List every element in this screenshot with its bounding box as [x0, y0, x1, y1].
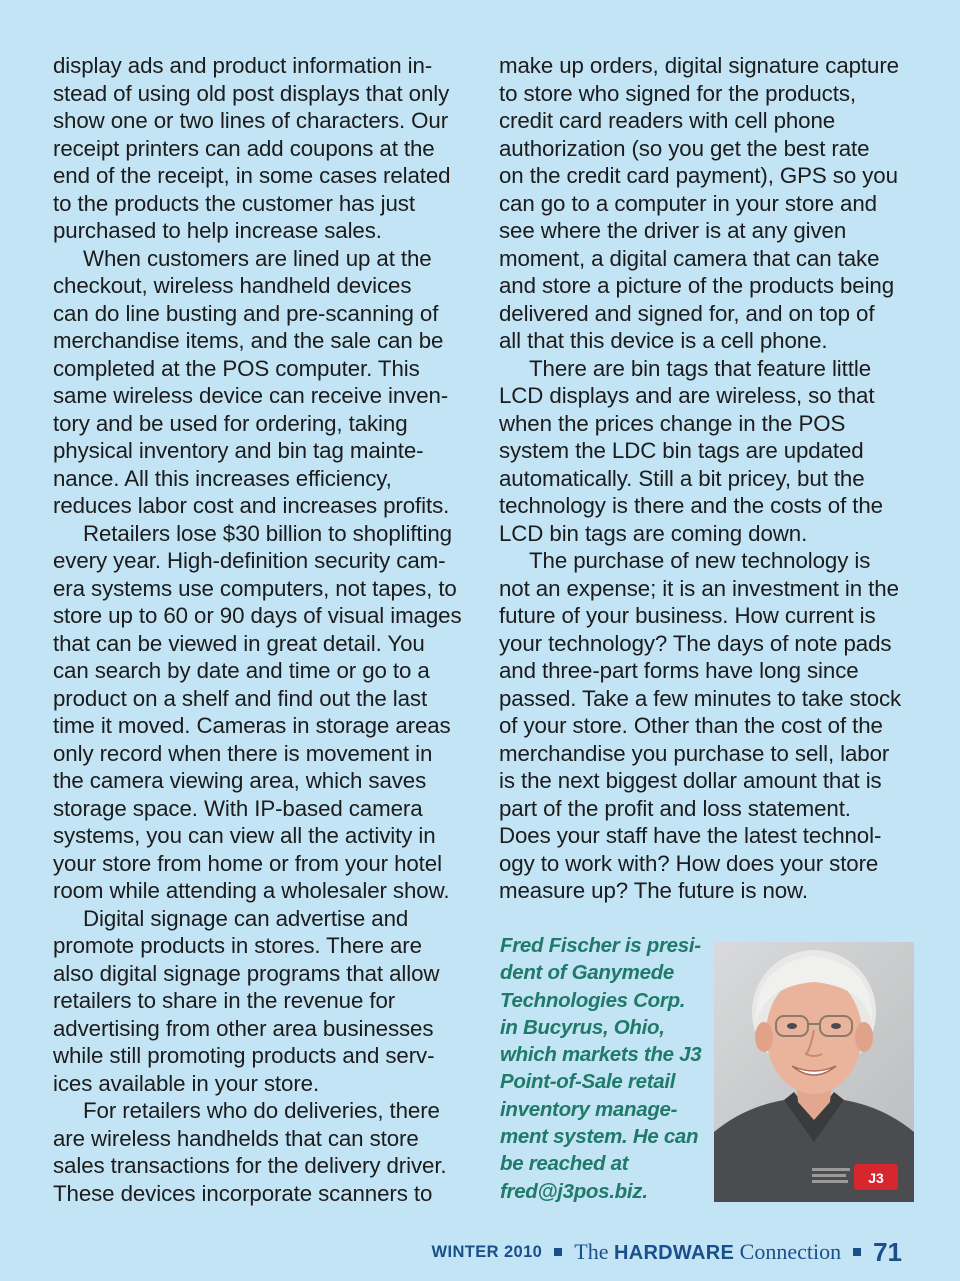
- article-line: product on a shelf and find out the last: [53, 685, 428, 711]
- article-line: all that this device is a cell phone.: [499, 328, 828, 353]
- author-bio-line: be reached at: [500, 1152, 629, 1176]
- article-line: are wireless handhelds that can store: [53, 1125, 419, 1151]
- article-line: checkout, wireless handheld devices: [53, 273, 412, 298]
- article-line: promote products in stores. There are: [53, 933, 422, 958]
- article-line: that can be viewed in great detail. You: [53, 630, 425, 656]
- article-line: delivered and signed for, and on top of: [499, 300, 875, 326]
- article-line: measure up? The future is now.: [499, 878, 808, 903]
- article-column-left: [53, 52, 473, 1207]
- article-line: to store who signed for the products,: [499, 80, 856, 106]
- author-bio-line: inventory manage-: [500, 1097, 678, 1121]
- article-line: reduces labor cost and increases profits.: [53, 493, 450, 518]
- article-line: while still promoting products and serv-: [53, 1043, 435, 1068]
- article-line: automatically. Still a bit pricey, but the: [499, 465, 865, 491]
- article-line: every year. High-definition security cam-: [53, 548, 446, 573]
- magazine-name: [574, 1239, 841, 1265]
- article-line: technology is there and the costs of the: [499, 493, 883, 518]
- article-line: and three-part forms have long since: [499, 658, 859, 683]
- author-bio-line: Technologies Corp.: [500, 988, 686, 1012]
- article-line: can go to a computer in your store and: [499, 190, 877, 216]
- article-line: sales transactions for the delivery driver.: [53, 1153, 447, 1178]
- article-line: merchandise items, and the sale can be: [53, 328, 444, 353]
- article-line: part of the profit and loss statement.: [499, 795, 851, 821]
- article-line: For retailers who do deliveries, there: [83, 1098, 440, 1123]
- article-line: also digital signage programs that allow: [53, 960, 440, 986]
- article-line: merchandise you purchase to sell, labor: [499, 740, 890, 766]
- page-number: 71: [873, 1236, 902, 1267]
- article-line: passed. Take a few minutes to take stock: [499, 685, 902, 711]
- article-line: only record when there is movement in: [53, 740, 433, 766]
- issue-season: WINTER 2010: [431, 1242, 543, 1261]
- footer-separator: [853, 1248, 861, 1256]
- article-line: to the products the customer has just: [53, 190, 415, 216]
- article-line: display ads and product information in-: [53, 53, 433, 78]
- article-line: ogy to work with? How does your store: [499, 850, 879, 876]
- article-line: stead of using old post displays that only: [53, 80, 450, 106]
- article-line: authorization (so you get the best rate: [499, 135, 870, 161]
- magazine-name-connection: Connection: [739, 1239, 842, 1264]
- article-line: credit card readers with cell phone: [499, 108, 836, 133]
- article-line: is the next biggest dollar amount that is: [499, 768, 882, 793]
- article-line: and store a picture of the products being: [499, 273, 895, 298]
- article-line: same wireless device can receive inven-: [53, 383, 449, 408]
- article-line: completed at the POS computer. This: [53, 355, 420, 381]
- article-line: on the credit card payment), GPS so you: [499, 163, 898, 188]
- author-bio: [500, 932, 710, 1205]
- article-line: make up orders, digital signature capture: [499, 53, 899, 78]
- magazine-name-hardware: HARDWARE: [613, 1242, 735, 1264]
- author-photo: [714, 942, 914, 1202]
- page-footer: [431, 1232, 902, 1272]
- author-portrait-image: [714, 942, 914, 1202]
- article-line: the camera viewing area, which saves: [53, 768, 427, 793]
- author-bio-line: Point-of-Sale retail: [500, 1070, 676, 1094]
- article-line: Retailers lose $30 billion to shoplifting: [83, 520, 452, 546]
- author-bio-line: which markets the J3: [500, 1043, 702, 1067]
- author-bio-line: Fred Fischer is presi-: [500, 934, 701, 957]
- article-line: room while attending a wholesaler show.: [53, 878, 450, 903]
- article-line: retailers to share in the revenue for: [53, 988, 396, 1013]
- article-line: system the LDC bin tags are updated: [499, 438, 864, 463]
- article-line: There are bin tags that feature little: [529, 355, 871, 381]
- article-line: Does your staff have the latest technol-: [499, 823, 882, 848]
- article-line: nance. All this increases efficiency,: [53, 465, 392, 491]
- author-bio-line: fred@j3pos.biz.: [500, 1179, 648, 1203]
- article-line: receipt printers can add coupons at the: [53, 135, 435, 161]
- article-line: The purchase of new technology is: [529, 548, 871, 573]
- article-line: not an expense; it is an investment in the: [499, 575, 899, 601]
- article-line: physical inventory and bin tag mainte-: [53, 438, 424, 463]
- article-line: future of your business. How current is: [499, 603, 876, 628]
- article-line: LCD displays and are wireless, so that: [499, 383, 875, 408]
- article-line: when the prices change in the POS: [499, 410, 846, 436]
- article-line: systems, you can view all the activity in: [53, 823, 436, 848]
- author-bio-line: in Bucyrus, Ohio,: [500, 1015, 665, 1039]
- article-line: can search by date and time or go to a: [53, 658, 430, 683]
- article-line: storage space. With IP-based camera: [53, 795, 423, 821]
- article-line: purchased to help increase sales.: [53, 218, 382, 243]
- article-line: show one or two lines of characters. Our: [53, 108, 449, 133]
- article-line: your store from home or from your hotel: [53, 850, 442, 876]
- article-line: When customers are lined up at the: [83, 245, 432, 271]
- article-line: Digital signage can advertise and: [83, 905, 409, 931]
- author-bio-line: dent of Ganymede: [500, 961, 675, 985]
- shirt-logo: J3: [868, 1170, 884, 1186]
- article-line: moment, a digital camera that can take: [499, 245, 880, 271]
- article-line: your technology? The days of note pads: [499, 630, 892, 656]
- article-line: see where the driver is at any given: [499, 218, 847, 243]
- article-line: tory and be used for ordering, taking: [53, 410, 408, 436]
- article-line: end of the receipt, in some cases related: [53, 163, 451, 188]
- article-line: These devices incorporate scanners to: [53, 1180, 433, 1206]
- author-bio-line: ment system. He can: [500, 1125, 699, 1149]
- article-line: time it moved. Cameras in storage areas: [53, 713, 451, 738]
- footer-separator: [554, 1248, 562, 1256]
- magazine-name-the: The: [574, 1239, 609, 1264]
- article-line: of your store. Other than the cost of the: [499, 713, 883, 738]
- article-line: era systems use computers, not tapes, to: [53, 575, 457, 601]
- article-line: advertising from other area businesses: [53, 1015, 434, 1041]
- article-column-right: [499, 52, 914, 905]
- article-line: can do line busting and pre-scanning of: [53, 300, 439, 326]
- article-line: store up to 60 or 90 days of visual images: [53, 603, 462, 628]
- article-line: LCD bin tags are coming down.: [499, 520, 808, 546]
- article-line: ices available in your store.: [53, 1070, 320, 1096]
